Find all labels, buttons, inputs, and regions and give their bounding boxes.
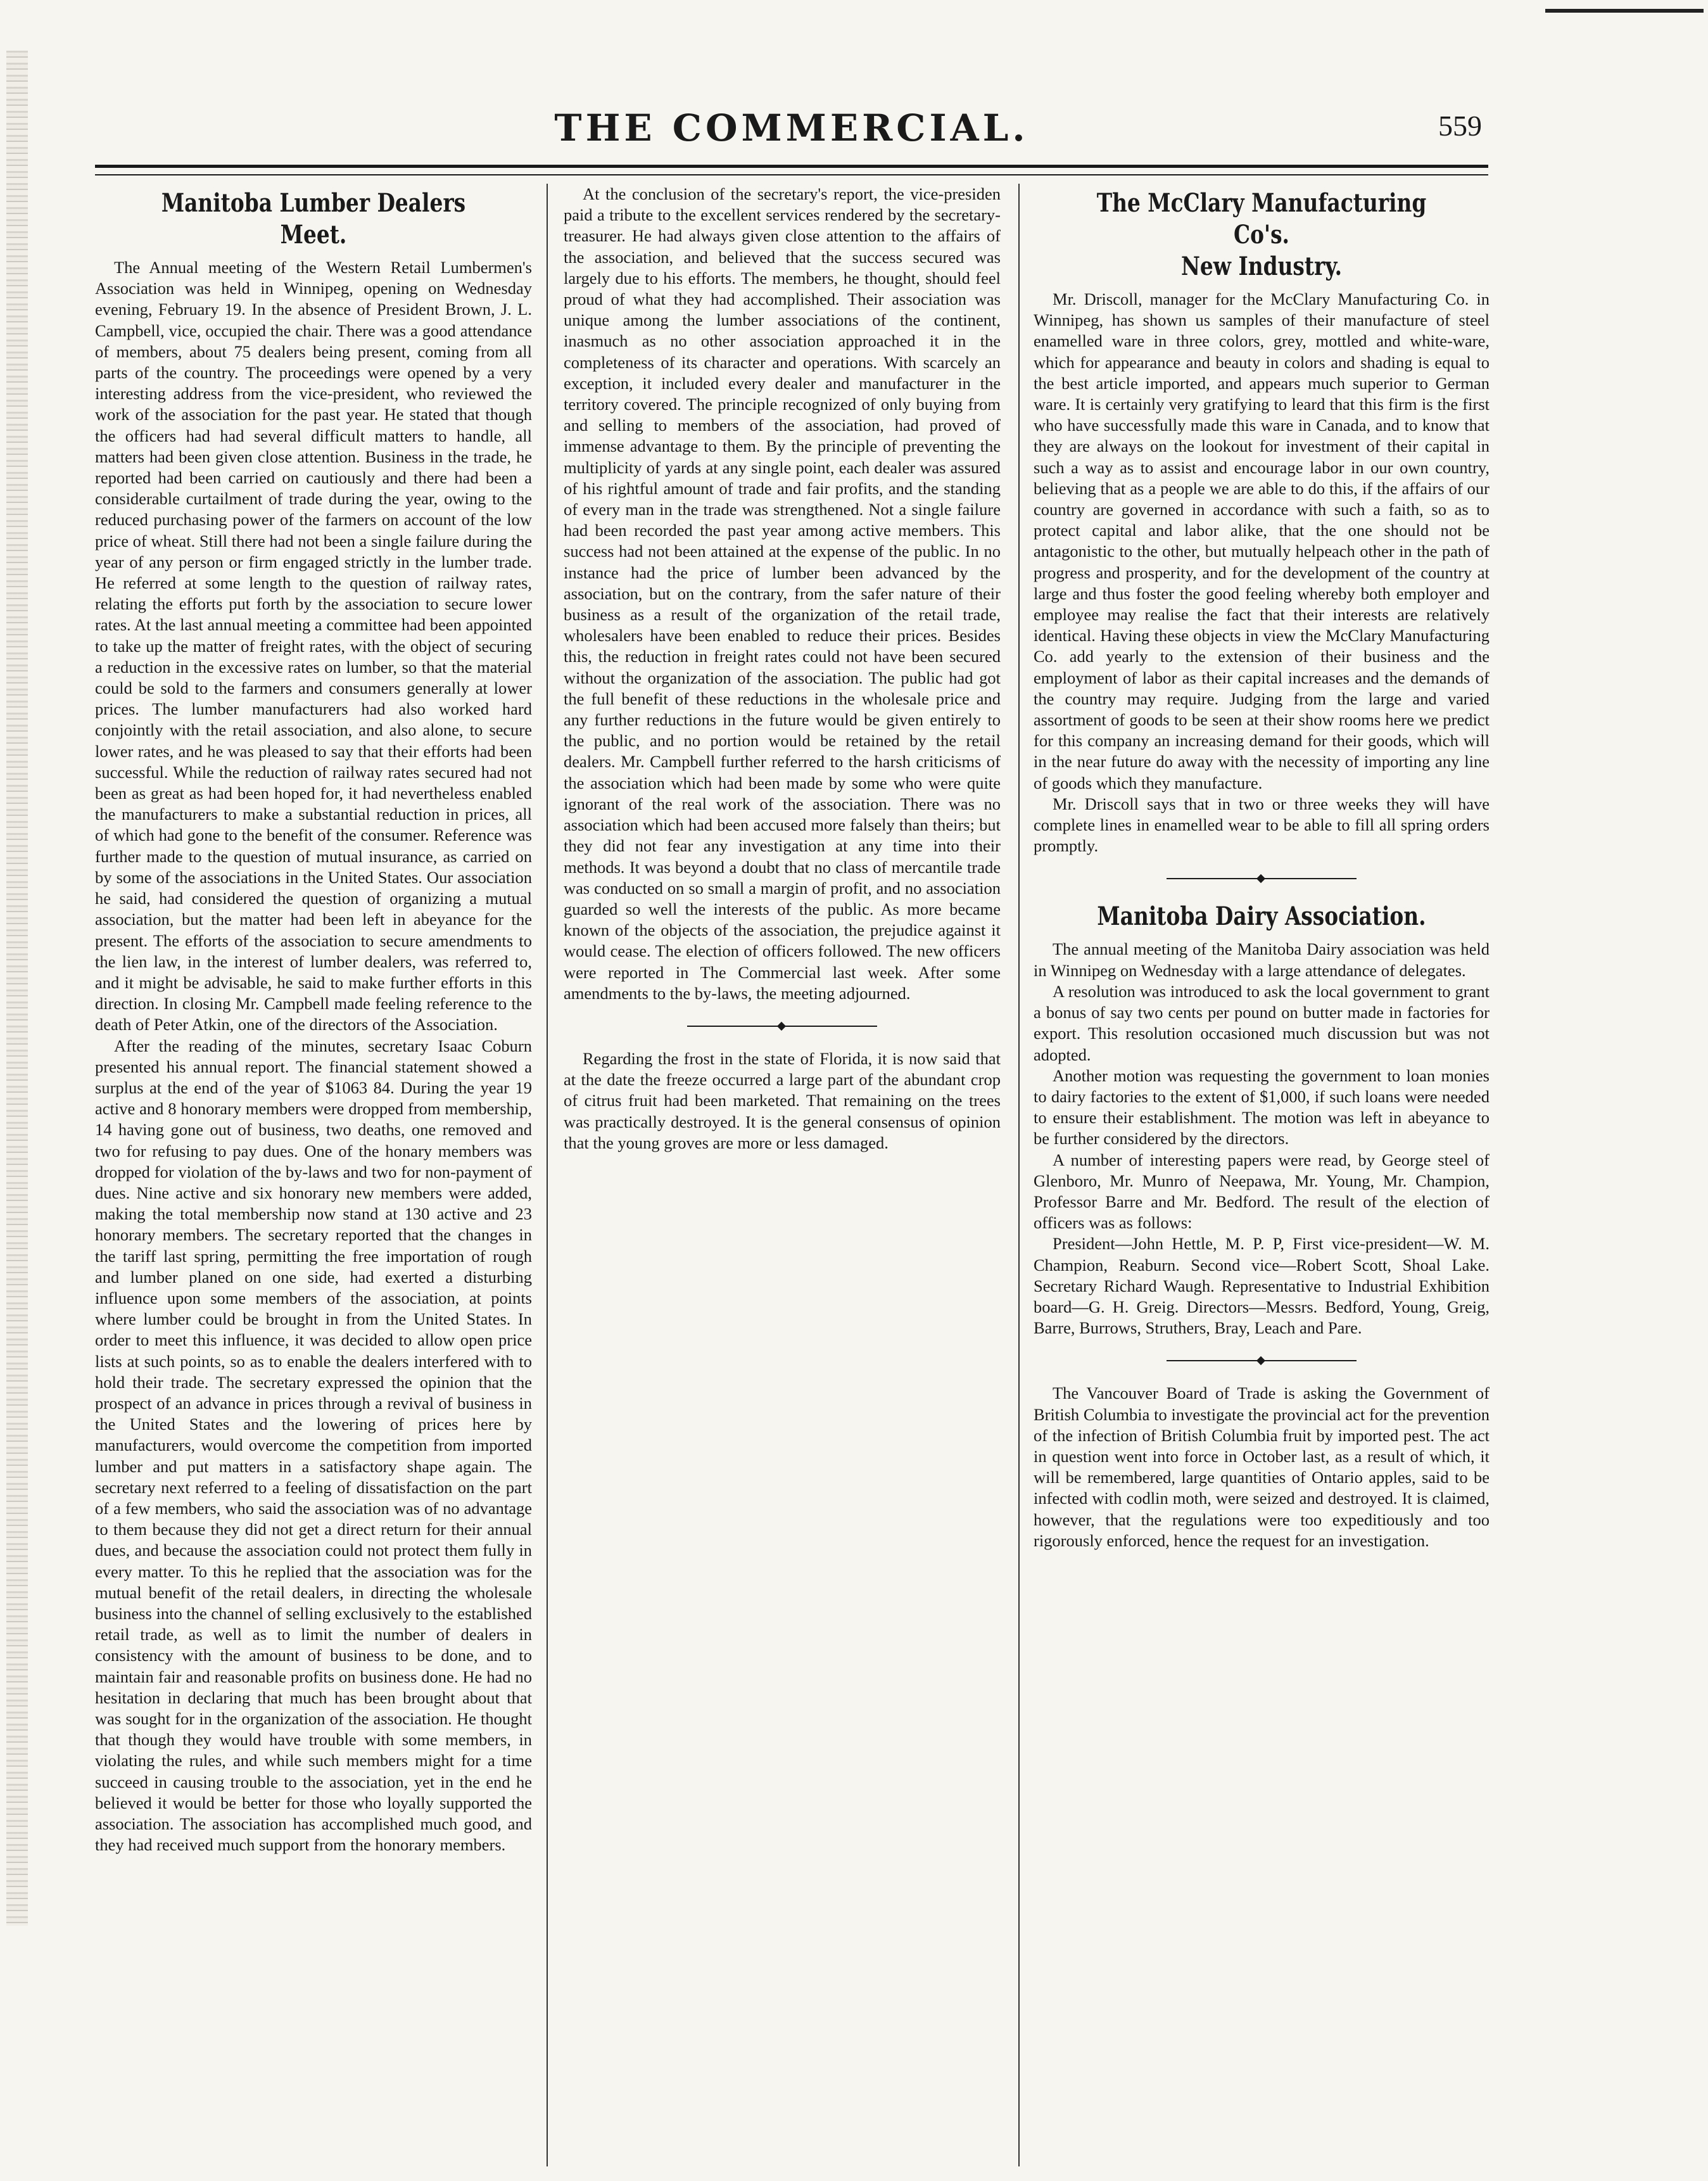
paragraph: The Annual meeting of the Western Retail Lumbermen's Association was held in Winnipeg, opening on Wednesday evening, February 19. In the absence of President Brown, J. L. Campbell, vice, occupied the chair. There was a good attendance of members, about 75 dealers being present, coming from all parts of the country. The proceedings were opened by a very interesting address from the vice-president, who reviewed the work of the association for the past year. He stated that though the officers had had several difficult matters to handle, all matters had been given close attention. Business in the trade, he reported had been carried on cautiously and there had been a considerable curtailment of trade during the year, owing to the reduced purchasing power of the farmers on account of the low price of wheat. Still there had not been a single failure during the year of any person or firm engaged strictly in the lumber trade. He referred at some length to the question of railway rates, relating the efforts put forth by the association to secure lower rates. At the last annual meeting a committee had been appointed to take up the matter of freight rates, with the object of securing a reduction in the excessive rates on lumber, so that the material could be sold to the farmers and consumers generally at lower prices. The lumber manufacturers had also worked hard conjointly with the retail association, and also alone, to secure lower rates, and he was pleased to say that their efforts had been successful. While the reduction of railway rates secured had not been as great as had been hoped for, it had nevertheless enabled the manufacturers to make a substantial reduction in prices, all of which had gone to the benefit of the consumer. Reference was further made to the question of mutual insurance, as carried on by some of the associations in the United States. Our association he said, had considered the question of organizing a mutual association, but the matter had been left in abeyance for the present. The efforts of the association to secure amendments to the lien law, in the interest of lumber dealers, was referred to, and it might be advisable, he said to make further efforts in this direction. In closing Mr. Campbell made feeling reference to the death of Peter Atkin, one of the directors of the Association.	[95, 258, 532, 1034]
section-divider	[1167, 1356, 1357, 1365]
column-2	[564, 184, 1001, 1154]
headline-dairy: Manitoba Dairy Association.	[1097, 901, 1426, 932]
headline-mcclary-line2: New Industry.	[1180, 251, 1343, 281]
paragraph: At the conclusion of the secretary's report, the vice-presiden paid a tribute to the excellent services rendered by the secretary-treasurer. He had always given close attention to the affairs of the association, and believed that the success secured was largely due to his efforts. The members, he thought, should feel proud of what they had accomplished. Their association was unique among the lumber associations of the continent, inasmuch as no other association approached it in the completeness of its character and operations. With scarcely an exception, it included every dealer and manufacturer in the territory covered. The principle recognized of only buying from and selling to members of the association, had proved of immense advantage to them. By the principle of preventing the multiplicity of yards at any single point, each dealer was assured of his rightful amount of trade and fair profits, and the standing of every man in the trade was strengthened. Not a single failure had been recorded the past year among active members. This success had not been attained at the expense of the public. In no instance had the price of lumber been advanced by the association, but on the contrary, from the safer nature of their business as a result of the organization of the retail trade, wholesalers have been enabled to reduce their prices. Besides this, the reduction in freight rates could not have been secured without the organization of the association. The public had got the full benefit of these reductions in the wholesale price and any further reductions in the future would be given entirely to the public, and no portion would be retained by the retail dealers. Mr. Campbell further referred to the harsh criticisms of the association which had been made by some who were quite ignorant of the real work of the association. There was no association which had been accused more falsely than theirs; but they did not fear any investigation at any time into their methods. It was beyond a doubt that no class of mercantile trade was conducted on so small a margin of profit, and no association guarded so well the interests of the public. As more became known of the objects of the association, the prejudice against it would cease. The election of officers followed. The new officers were reported in The Commercial last week. After some amendments to the by-laws, the meeting adjourned.	[564, 184, 1001, 1003]
column-rule	[547, 184, 548, 2166]
top-corner-rule	[1545, 9, 1704, 13]
masthead	[95, 106, 1488, 157]
paragraph: The annual meeting of the Manitoba Dairy association was held in Winnipeg on Wednesday with a large attendance of delegates.	[1034, 939, 1490, 980]
paragraph: President—John Hettle, M. P. P, First vice-president—W. M. Champion, Reaburn. Second vice—Robert Scott, Shoal Lake. Secretary Richard Waugh. Representative to Industrial Exhibition board—G. H. Greig. Directors—Messrs. Bedford, Young, Greig, Barre, Burrows, Struthers, Bray, Leach and Pare.	[1034, 1234, 1490, 1338]
scanned-page-edge	[6, 51, 28, 1926]
headline-mcclary-line1: The McClary Manufacturing Co's.	[1096, 188, 1427, 250]
column-rule	[1018, 184, 1020, 2166]
section-divider	[687, 1022, 877, 1031]
paragraph: After the reading of the minutes, secretary Isaac Coburn presented his annual report. The financial statement showed a surplus at the end of the year of $1063 84. During the year 19 active and 8 honorary members were dropped from membership, 14 having gone out of business, two deaths, one removed and two for refusing to pay dues. One of the honary members was dropped for violation of the by-laws and two for non-payment of dues. Nine active and six honorary new members were added, making the total membership now stand at 130 active and 23 honorary members. The secretary reported that the changes in the tariff last spring, permitting the free importation of rough and lumber planed on one side, had exerted a disturbing influence upon some members of the association, at points where lumber could be brought in from the United States. In order to meet this influence, it was decided to allow open price lists at such points, so as to enable the dealers interfered with to hold their trade. The secretary expressed the opinion that the prospect of an advance in prices through a revival of business in the United States and the lowering of prices here by manufacturers, would overcome the competition from imported lumber and put matters in a satisfactory shape again. The secretary next referred to a feeling of dissatisfaction on the part of a few members, who said the association was of no advantage to them because they did not get a direct return for their annual dues, and because the association could not protect them fully in every matter. To this he replied that the association was for the mutual benefit of the retail dealers, in directing the wholesale business into the channel of selling exclusively to the established retail trade, as well as to limit the number of dealers in consistency with the amount of business to be done, and to maintain fair and reasonable profits on business done. He had no hesitation in declaring that much has been brought about that was sought for in the organization of the association. He thought that though they would have trouble with some members, in violating the rules, and while such members might for a time succeed in causing trouble to the association, yet in the end he believed it would be better for those who loyally supported the association. The association has accomplished much good, and they had received much support from the honorary members.	[95, 1036, 532, 1855]
paragraph: A resolution was introduced to ask the local government to grant a bonus of say two cents per pound on butter made in factories for export. This resolution occasioned much discussion but was not adopted.	[1034, 981, 1490, 1064]
paragraph: Another motion was requesting the government to loan monies to dairy factories to the extent of $1,000, if such loans were needed to ensure their establishment. The motion was left in abeyance to be further considered by the directors.	[1034, 1065, 1490, 1148]
paragraph: A number of interesting papers were read, by George steel of Glenboro, Mr. Munro of Neepawa, Mr. Young, Mr. Champion, Professor Barre and Mr. Bedford. The result of the election of officers was as follows:	[1034, 1150, 1490, 1233]
page-number: 559	[1438, 110, 1482, 142]
paragraph: The Vancouver Board of Trade is asking the Government of British Columbia to investigate the provincial act for the prevention of the infection of British Columbia fruit by imported pest. The act in question went into force in October last, as a result of which, it will be remembered, large quantities of Ontario apples, said to be infected with codlin moth, were seized and destroyed. It is claimed, however, that the regulations were too expeditiously and too rigorously enforced, hence the request for an investigation.	[1034, 1383, 1490, 1550]
column-3	[1034, 184, 1490, 1551]
column-1	[95, 184, 532, 1855]
masthead-rule	[95, 165, 1488, 175]
section-divider	[1167, 874, 1357, 883]
headline-lumber-dealers: Manitoba Lumber Dealers Meet.	[161, 188, 466, 250]
paragraph: Mr. Driscoll, manager for the McClary Manufacturing Co. in Winnipeg, has shown us samples of their manufacture of steel enamelled ware in three colors, grey, mottled and white-ware, which for appearance and beauty in colors and shading is equal to the best article imported, and appears much superior to German ware. It is certainly very gratifying to leard that this firm is the first who have successfully made this ware in Canada, and to know that they are always on the lookout for investment of their capital in such a way as to assist and encourage labor in our own country, believing that as a people we are able to do this, if the affairs of our country are governed in accordance with such a faith, so as to protect capital and labor alike, that the one should not be antagonistic to the other, but mutually helpeach other in the path of progress and prosperity, and for the development of the country at large and thus foster the good feeling whereby both employer and employee may realise the fact that their interests are relatively identical. Having these objects in view the McClary Manufacturing Co. add yearly to the extension of their business and the employment of labor as their capital increases and the demands of the country may require. Judging from the large and varied assortment of goods to be seen at their show rooms here we predict for this company an increasing demand for their goods, which will in the near future do away with the necessity of importing any line of goods which they manufacture.	[1034, 289, 1490, 792]
paragraph: Mr. Driscoll says that in two or three weeks they will have complete lines in enamelled wear to be able to fill all spring orders promptly.	[1034, 794, 1490, 856]
paragraph: Regarding the frost in the state of Florida, it is now said that at the date the freeze occurred a large part of the abundant crop of citrus fruit had been marketed. That remaining on the trees was practically destroyed. It is the general consensus of opinion that the young groves are more or less damaged.	[564, 1048, 1001, 1152]
masthead-title: THE COMMERCIAL.	[554, 106, 1029, 149]
headline-mcclary	[1075, 188, 1448, 283]
